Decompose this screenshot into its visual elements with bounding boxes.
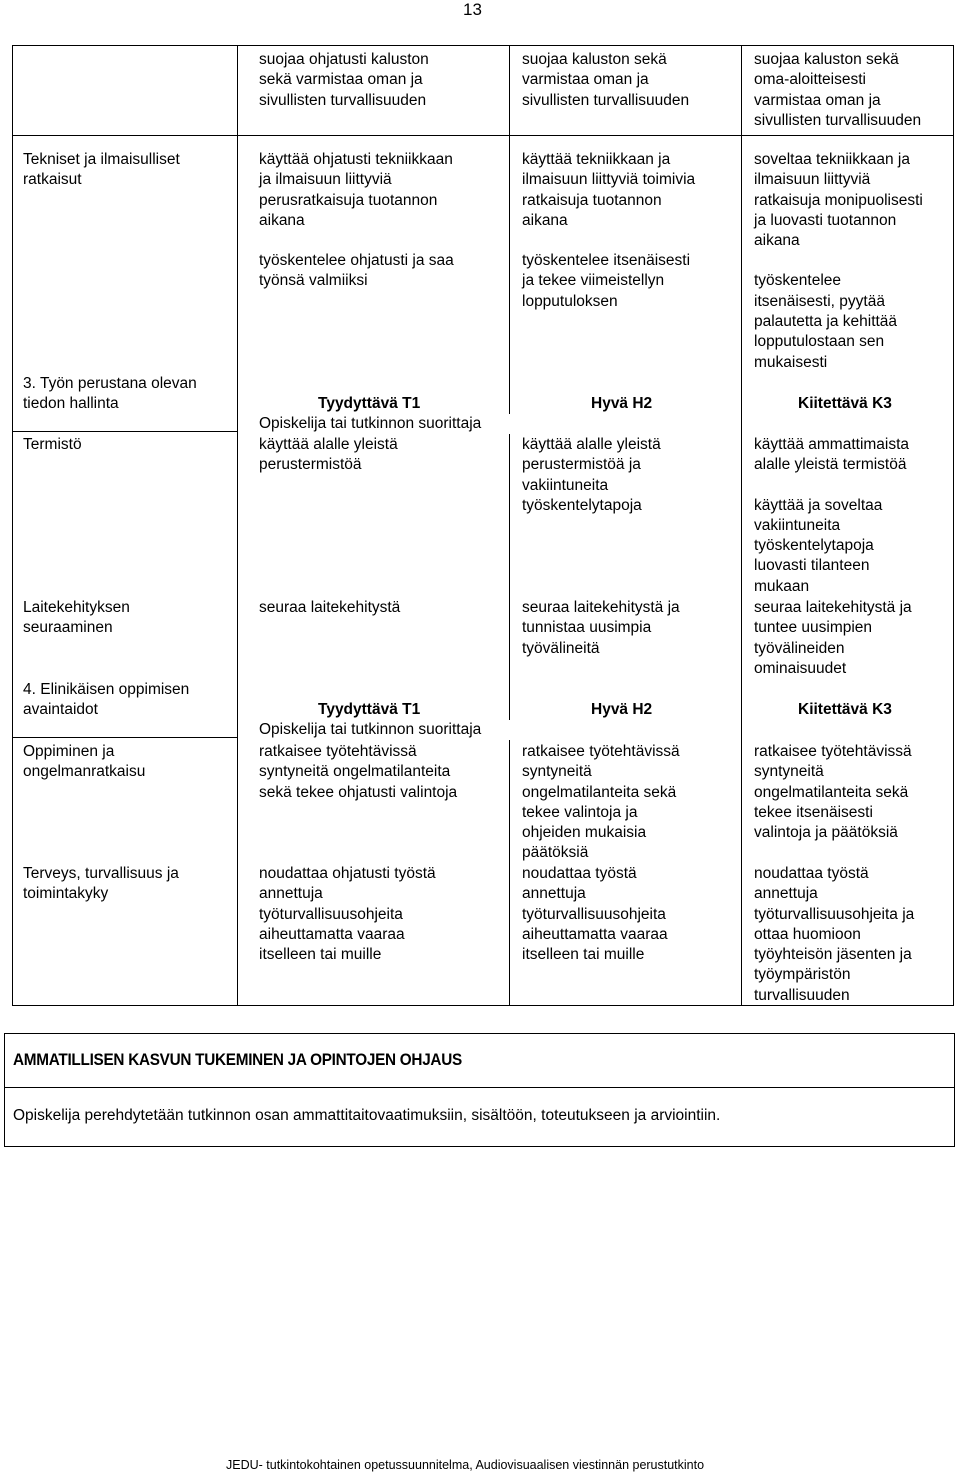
text-line: varmistaa oman ja: [522, 71, 649, 89]
row-divider: [13, 431, 237, 432]
text-line: syntyneitä: [522, 763, 592, 781]
text-line: työskentelytapoja: [754, 537, 874, 555]
text-line: seuraa laitekehitystä ja: [522, 599, 680, 616]
text-line: annettuja: [522, 885, 586, 903]
laitekehitys-t1: [259, 598, 509, 618]
text-line: lopputulostaan sen: [754, 333, 885, 351]
grade-h2-header: Hyvä H2: [591, 701, 653, 718]
text-line: seuraaminen: [23, 619, 113, 637]
row-label-tekniset: [23, 150, 241, 191]
text-line: työskentelee: [754, 272, 842, 290]
guidance-title: AMMATILLISEN KASVUN TUKEMINEN JA OPINTOJEN OHJAUS: [13, 1050, 462, 1069]
text-line: päätöksiä: [522, 844, 589, 862]
text-line: Oppiminen ja: [23, 743, 115, 760]
text-line: tekee itsenäisesti: [754, 803, 873, 821]
text-line: luovasti tilanteen: [754, 557, 870, 575]
text-line: perustermistöä: [259, 456, 362, 474]
column-divider: [509, 46, 510, 1005]
text-line: käyttää alalle yleistä: [259, 436, 398, 453]
row-label-oppiminen: [23, 742, 241, 783]
text-line: työturvallisuusohjeita: [522, 905, 666, 923]
termisto-t1: [259, 435, 509, 476]
text-line: ilmaisuun liittyviä toimivia: [522, 171, 696, 189]
grade-t1-header: Tyydyttävä T1: [318, 701, 421, 718]
text-line: ratkaisee työtehtävissä: [259, 743, 417, 760]
text-line: tiedon hallinta: [23, 395, 119, 413]
text-line: ratkaisut: [23, 171, 82, 189]
text-line: alalle yleistä termistöä: [754, 456, 907, 474]
text-line: toimintakyky: [23, 885, 109, 903]
student-label: Opiskelija tai tutkinnon suorittaja: [259, 720, 559, 740]
oppiminen-h2: [522, 742, 742, 864]
guidance-box: [4, 1033, 955, 1147]
grade-h2-header: Hyvä H2: [591, 395, 653, 412]
text-line: soveltaa tekniikkaan ja: [754, 151, 910, 168]
text-line: Terveys, turvallisuus ja: [23, 865, 179, 882]
text-line: ja ilmaisuun liittyviä: [259, 171, 392, 189]
text-line: aikana: [754, 232, 800, 250]
text-line: käyttää ohjatusti tekniikkaan: [259, 151, 453, 168]
top-row-t1: [259, 50, 509, 111]
text-line: ominaisuudet: [754, 659, 847, 677]
text-line: sivullisten turvallisuuden: [259, 91, 427, 109]
oppiminen-k3: [754, 742, 950, 843]
text-line: ratkaisuja monipuolisesti: [754, 191, 923, 209]
text-line: työvälineitä: [522, 639, 600, 657]
text-line: itselleen tai muille: [522, 946, 645, 964]
text-line: sivullisten turvallisuuden: [754, 111, 922, 129]
row-label-termisto: [23, 435, 241, 455]
text-line: tuntee uusimpien: [754, 619, 873, 637]
text-line: Laitekehityksen: [23, 599, 130, 616]
text-line: valintoja ja päätöksiä: [754, 824, 898, 842]
text-line: ratkaisee työtehtävissä: [522, 743, 680, 760]
text-line: työyhteisön jäsenten ja: [754, 946, 912, 964]
text-line: 3. Työn perustana olevan: [23, 375, 197, 392]
text-line: sekä tekee ohjatusti valintoja: [259, 783, 458, 801]
page-number: 13: [463, 0, 482, 19]
text-line: käyttää ammattimaista: [754, 436, 910, 453]
termisto-k3: [754, 435, 950, 597]
text-line: seuraa laitekehitystä: [259, 599, 401, 616]
grade-k3-header: Kiitettävä K3: [798, 395, 892, 412]
termisto-h2: [522, 435, 742, 516]
text-line: käyttää alalle yleistä: [522, 436, 661, 453]
text-line: ottaa huomioon: [754, 925, 861, 943]
text-line: työvälineiden: [754, 639, 845, 657]
text-line: aikana: [259, 211, 305, 229]
text-line: vakiintuneita: [754, 516, 841, 534]
oppiminen-t1: [259, 742, 509, 803]
text-line: ongelmanratkaisu: [23, 763, 146, 781]
text-line: työnsä valmiiksi: [259, 272, 368, 290]
tekniset-h2: [522, 150, 742, 312]
laitekehitys-h2: [522, 598, 742, 659]
text-line: ongelmatilanteita sekä: [522, 783, 677, 801]
laitekehitys-k3: [754, 598, 950, 679]
text-line: ohjeiden mukaisia: [522, 824, 647, 842]
assessment-table: [12, 45, 954, 1006]
student-label: Opiskelija tai tutkinnon suorittaja: [259, 414, 559, 434]
text-line: varmistaa oman ja: [754, 91, 881, 109]
text-line: työskentelee itsenäisesti: [522, 252, 691, 270]
text-line: ongelmatilanteita sekä: [754, 783, 909, 801]
text-line: avaintaidot: [23, 701, 98, 719]
terveys-h2: [522, 864, 742, 965]
text-line: ratkaisuja tuotannon: [522, 191, 662, 209]
row-divider: [5, 1087, 954, 1088]
text-line: työturvallisuusohjeita ja: [754, 905, 915, 923]
text-line: työskentelytapoja: [522, 496, 642, 514]
row-divider: [13, 737, 237, 738]
text-line: noudattaa työstä: [522, 865, 637, 882]
text-line: sivullisten turvallisuuden: [522, 91, 690, 109]
text-line: aiheuttamatta vaaraa: [259, 925, 405, 943]
text-line: suojaa kaluston sekä: [754, 51, 899, 68]
guidance-text: Opiskelija perehdytetään tutkinnon osan ammattitaitovaatimuksiin, sisältöön, toteutukseen ja arviointiin.: [13, 1107, 721, 1124]
text-line: tunnistaa uusimpia: [522, 619, 652, 637]
text-line: annettuja: [259, 885, 323, 903]
text-line: seuraa laitekehitystä ja: [754, 599, 912, 616]
text-line: ja luovasti tuotannon: [754, 211, 897, 229]
text-line: suojaa kaluston sekä: [522, 51, 667, 68]
text-line: ilmaisuun liittyviä: [754, 171, 871, 189]
text-line: ja tekee viimeistellyn: [522, 272, 665, 290]
row-label-laitekehitys: [23, 598, 241, 639]
text-line: itsenäisesti, pyytää: [754, 292, 885, 310]
section-4-title: [23, 680, 241, 721]
text-line: aikana: [522, 211, 568, 229]
text-line: työympäristön: [754, 966, 851, 984]
text-line: perustermistöä ja: [522, 456, 641, 474]
tekniset-t1: [259, 150, 509, 292]
text-line: oma-aloitteisesti: [754, 71, 866, 89]
text-line: suojaa ohjatusti kaluston: [259, 51, 429, 68]
text-line: itselleen tai muille: [259, 946, 382, 964]
text-line: vakiintuneita: [522, 476, 609, 494]
text-line: Tekniset ja ilmaisulliset: [23, 151, 180, 168]
text-line: ratkaisee työtehtävissä: [754, 743, 912, 760]
text-line: käyttää ja soveltaa: [754, 496, 883, 514]
text-line: käyttää tekniikkaan ja: [522, 151, 671, 168]
text-line: lopputuloksen: [522, 292, 618, 310]
grade-k3-header: Kiitettävä K3: [798, 701, 892, 718]
grade-t1-header: Tyydyttävä T1: [318, 395, 421, 412]
text-line: tekee valintoja ja: [522, 803, 638, 821]
text-line: Termistö: [23, 436, 82, 453]
terveys-t1: [259, 864, 509, 965]
text-line: aiheuttamatta vaaraa: [522, 925, 668, 943]
text-line: mukaan: [754, 577, 810, 595]
text-line: mukaisesti: [754, 353, 828, 371]
text-line: perusratkaisuja tuotannon: [259, 191, 438, 209]
text-line: työskentelee ohjatusti ja saa: [259, 252, 454, 270]
top-row-h2: [522, 50, 742, 111]
text-line: työturvallisuusohjeita: [259, 905, 403, 923]
text-line: turvallisuuden: [754, 986, 850, 1004]
text-line: noudattaa työstä: [754, 865, 869, 882]
tekniset-k3: [754, 150, 950, 373]
row-label-terveys: [23, 864, 241, 905]
top-row-k3: [754, 50, 950, 131]
text-line: 4. Elinikäisen oppimisen: [23, 681, 190, 698]
text-line: noudattaa ohjatusti työstä: [259, 865, 436, 882]
page-footer: JEDU- tutkintokohtainen opetussuunnitelma, Audiovisuaalisen viestinnän perustutkinto: [226, 1458, 705, 1472]
row-divider: [13, 135, 953, 136]
text-line: palautetta ja kehittää: [754, 313, 898, 331]
text-line: syntyneitä: [754, 763, 824, 781]
text-line: syntyneitä ongelmatilanteita: [259, 763, 451, 781]
text-line: sekä varmistaa oman ja: [259, 71, 423, 89]
text-line: annettuja: [754, 885, 818, 903]
terveys-k3: [754, 864, 950, 1006]
section-3-title: [23, 374, 241, 415]
